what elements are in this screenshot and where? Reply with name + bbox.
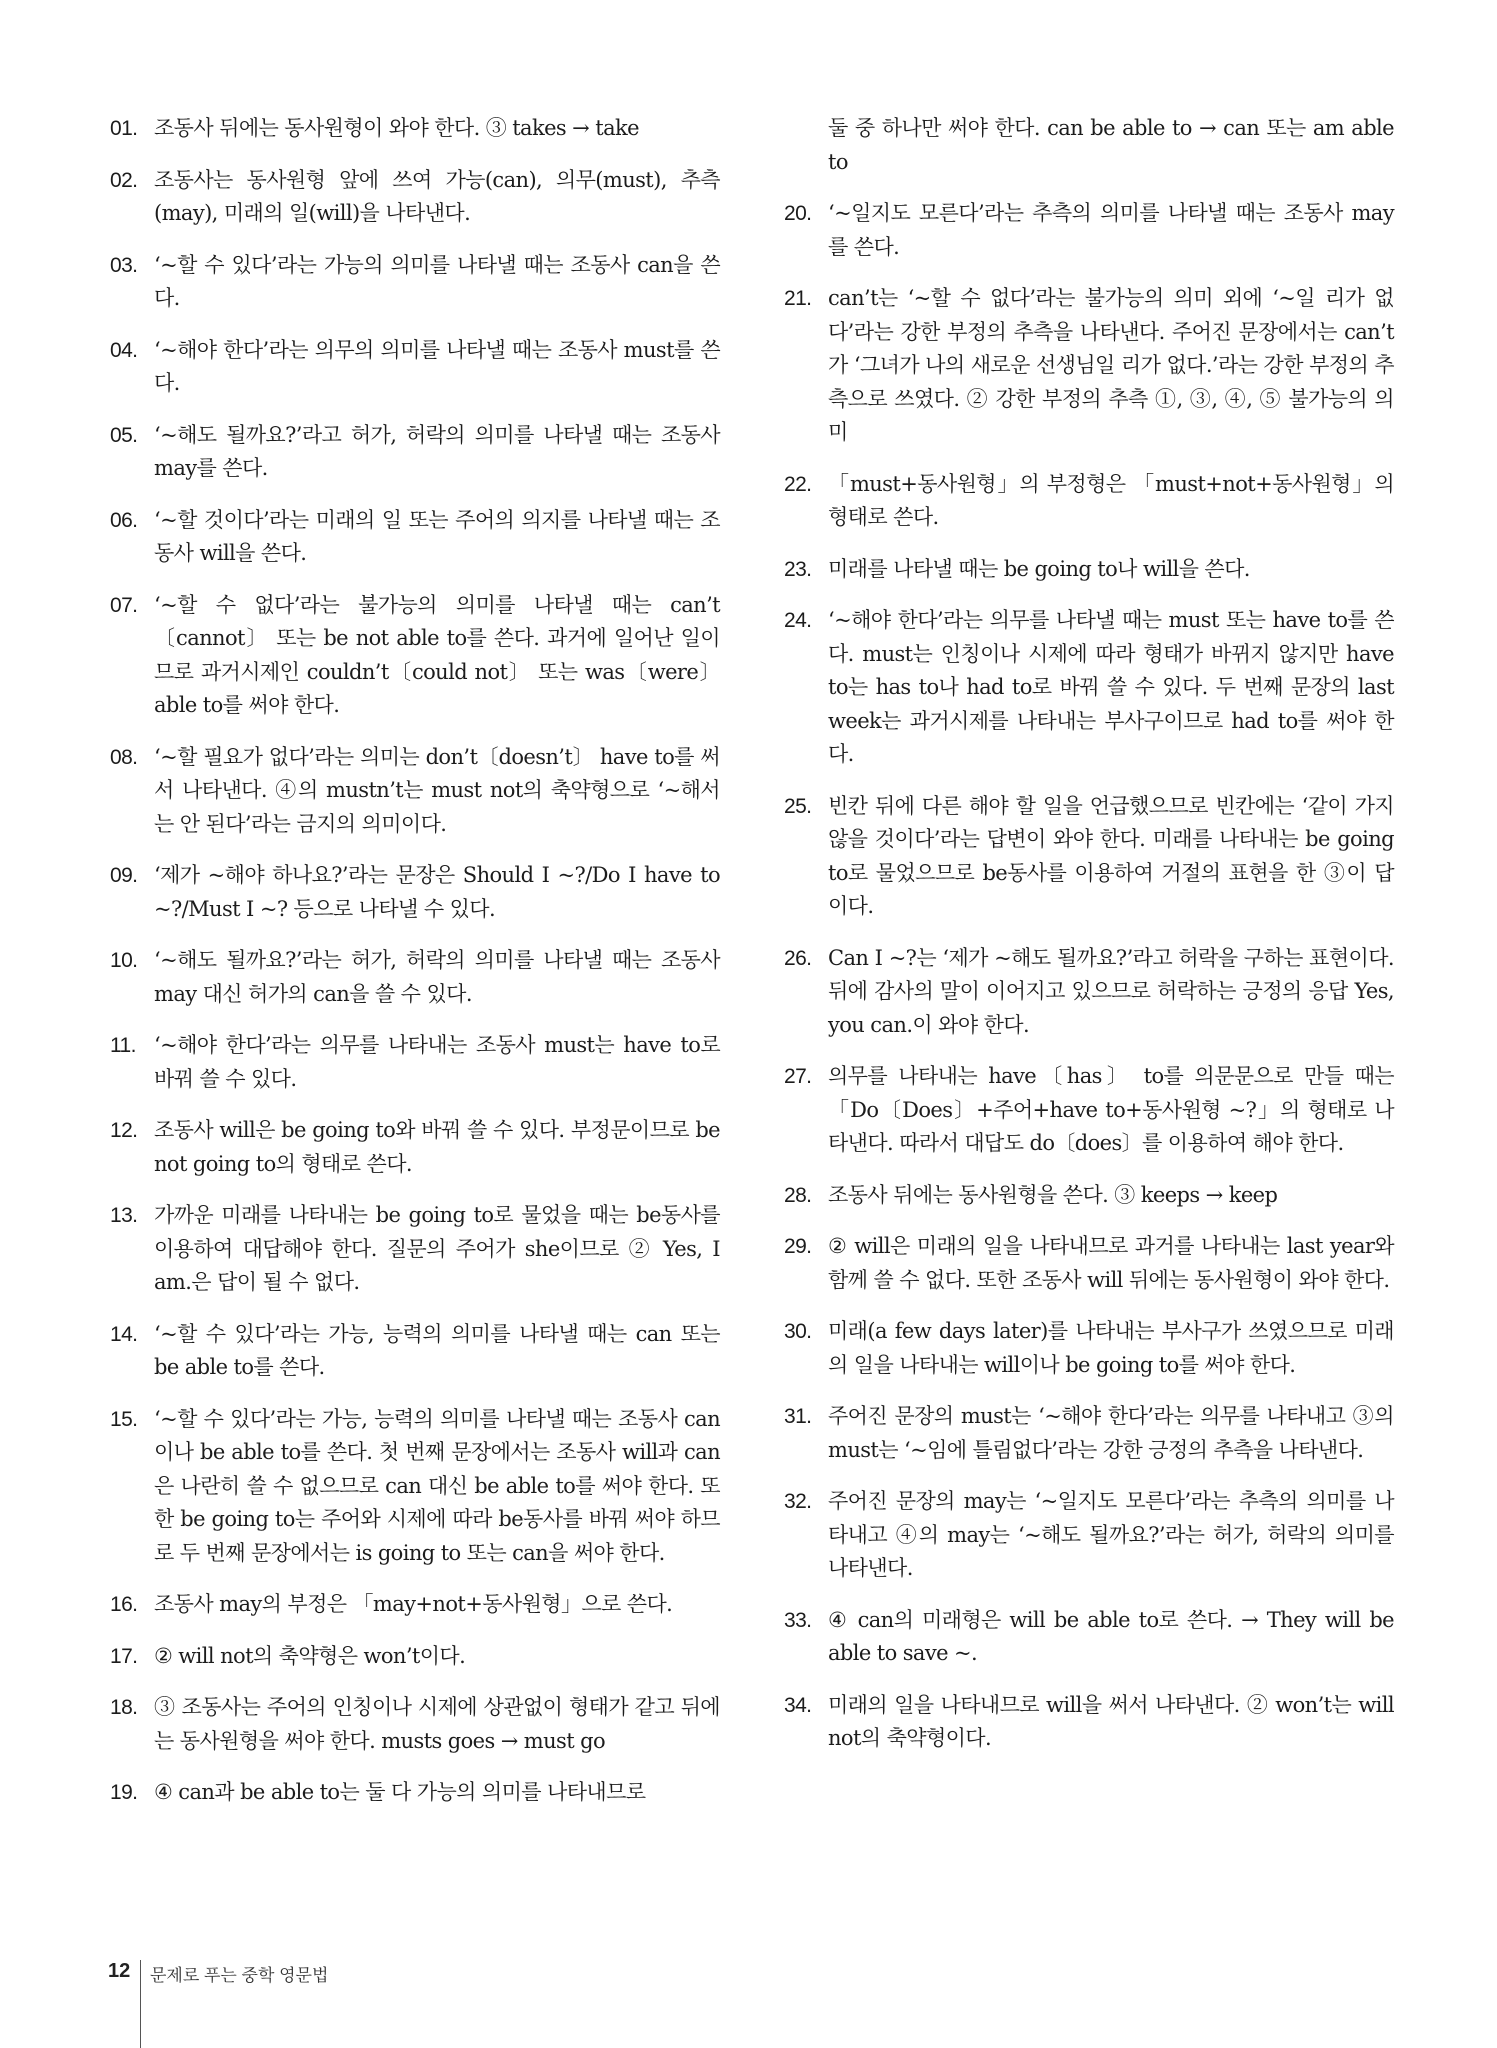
page-number: 12: [108, 1960, 131, 1982]
right-column: [784, 112, 1394, 1774]
item-explanation: can’t는 ‘~할 수 없다’라는 불가능의 의미 외에 ‘~일 리가 없다’라는 강한 부정의 추측을 나타낸다. 주어진 문장에서는 can’t가 ‘그녀가 나의 새로운 선생님일 리가 없다.’라는 강한 부정의 추측으로 쓰였다. ② 강한 부정의 추측 ①, ③, ④, ⑤ 불가능의 의미: [828, 286, 1394, 444]
item-number: 03.: [110, 253, 138, 277]
answer-item: [110, 741, 720, 842]
answer-item: [784, 604, 1394, 772]
answer-item: [110, 504, 720, 571]
item-number: 21.: [784, 287, 812, 310]
item-explanation: 가까운 미래를 나타내는 be going to로 물었을 때는 be동사를 이용하여 대답해야 한다. 질문의 주어가 she이므로 ② Yes, I am.은 답이 될 수 없다.: [154, 1203, 720, 1294]
answer-item: [110, 1588, 720, 1622]
item-number: 29.: [784, 1235, 812, 1258]
item-number: 23.: [784, 557, 812, 581]
item-explanation: ‘~해야 한다’라는 의무의 의미를 나타낼 때는 조동사 must를 쓴다.: [154, 337, 720, 395]
item-explanation: 둘 중 하나만 써야 한다. can be able to → can 또는 am able to: [828, 116, 1394, 174]
item-explanation: ‘~할 것이다’라는 미래의 일 또는 주어의 의지를 나타낼 때는 조동사 will을 쓴다.: [154, 507, 720, 565]
item-number: 18.: [110, 1696, 138, 1719]
item-explanation: 빈칸 뒤에 다른 해야 할 일을 언급했으므로 빈칸에는 ‘같이 가지 않을 것이다’라는 답변이 와야 한다. 미래를 나타내는 be going to로 물었으므로 be동사를 이용하여 거절의 표현을 한 ③이 답이다.: [828, 793, 1394, 918]
item-explanation: 미래의 일을 나타내므로 will을 써서 나타낸다. ② won’t는 will not의 축약형이다.: [828, 1692, 1394, 1750]
answer-item: [110, 164, 720, 231]
answer-item: [110, 1318, 720, 1385]
item-number: 17.: [110, 1644, 138, 1668]
answer-item: [784, 282, 1394, 450]
answer-item: [784, 553, 1394, 587]
answer-item: [110, 1776, 720, 1810]
item-explanation: ‘~할 수 있다’라는 가능의 의미를 나타낼 때는 조동사 can을 쓴다.: [154, 252, 720, 310]
answer-item: [110, 1199, 720, 1300]
item-number: 15.: [110, 1407, 138, 1431]
answer-item: [784, 468, 1394, 535]
item-number: 05.: [110, 423, 138, 447]
answer-item: [784, 112, 1394, 179]
answer-item: [110, 1640, 720, 1674]
item-explanation: ③ 조동사는 주어의 인칭이나 시제에 상관없이 형태가 같고 뒤에는 동사원형을 써야 한다. musts goes → must go: [154, 1695, 720, 1753]
answer-item: [110, 859, 720, 926]
item-explanation: ④ can의 미래형은 will be able to로 쓴다. → They will be able to save ~.: [828, 1607, 1394, 1665]
item-number: 14.: [110, 1322, 138, 1346]
item-explanation: ④ can과 be able to는 둘 다 가능의 의미를 나타내므로: [154, 1780, 646, 1804]
item-number: 02.: [110, 168, 138, 192]
answer-item: [784, 1230, 1394, 1297]
footer-divider: [140, 1960, 141, 2048]
answer-item: [110, 944, 720, 1011]
answer-item: [110, 1403, 720, 1571]
item-explanation: ‘~해야 한다’라는 의무를 나타낼 때는 must 또는 have to를 쓴다. must는 인칭이나 시제에 따라 형태가 바뀌지 않지만 have to는 has to나 had to로 바꿔 쓸 수 있다. 두 번째 문장의 last week는 과거시제를 나타내는 부사구이므로 had to를 써야 한다.: [828, 608, 1394, 766]
item-explanation: ‘제가 ~해야 하나요?’라는 문장은 Should I ~?/Do I have to ~?/Must I ~? 등으로 나타낼 수 있다.: [154, 863, 720, 921]
item-explanation: ‘~할 수 없다’라는 불가능의 의미를 나타낼 때는 can’t〔cannot〕 또는 be not able to를 쓴다. 과거에 일어난 일이므로 과거시제인 couldn’t〔could not〕 또는 was〔were〕 able to를 써야 한다.: [154, 592, 720, 717]
item-number: 24.: [784, 609, 812, 632]
item-number: 26.: [784, 946, 812, 970]
item-number: 13.: [110, 1204, 138, 1227]
item-explanation: 의무를 나타내는 have〔has〕 to를 의문문으로 만들 때는 「Do〔Does〕+주어+have to+동사원형 ~?」의 형태로 나타낸다. 따라서 대답도 do〔does〕를 이용하여 해야 한다.: [828, 1064, 1394, 1155]
item-number: 07.: [110, 593, 138, 617]
item-number: 06.: [110, 508, 138, 532]
left-column: [110, 112, 720, 1828]
item-number: 04.: [110, 338, 138, 362]
answer-item: [110, 419, 720, 486]
answer-item: [784, 1485, 1394, 1586]
item-number: 32.: [784, 1490, 812, 1513]
item-explanation: 주어진 문장의 must는 ‘~해야 한다’라는 의무를 나타내고 ③의 must는 ‘~임에 틀림없다’라는 강한 긍정의 추측을 나타낸다.: [828, 1404, 1394, 1462]
answer-item: [784, 1400, 1394, 1467]
item-number: 28.: [784, 1183, 812, 1207]
answer-item: [784, 942, 1394, 1043]
item-explanation: 미래(a few days later)를 나타내는 부사구가 쓰였으므로 미래의 일을 나타내는 will이나 be going to를 써야 한다.: [828, 1319, 1394, 1377]
answer-item: [784, 1315, 1394, 1382]
item-number: 33.: [784, 1608, 812, 1632]
item-number: 11.: [110, 1034, 136, 1057]
item-number: 22.: [784, 472, 812, 496]
item-number: 25.: [784, 794, 812, 818]
item-explanation: ‘~할 수 있다’라는 가능, 능력의 의미를 나타낼 때는 조동사 can이나 be able to를 쓴다. 첫 번째 문장에서는 조동사 will과 can은 나란히 쓸 수 없으므로 can 대신 be able to를 써야 한다. 또한 be going to는 주어와 시제에 따라 be동사를 바꿔 써야 하므로 두 번째 문장에서는 is going to 또는 can을 써야 한다.: [154, 1406, 720, 1565]
item-explanation: 조동사 뒤에는 동사원형을 쓴다. ③ keeps → keep: [828, 1182, 1278, 1207]
item-number: 31.: [784, 1405, 812, 1428]
item-explanation: 「must+동사원형」의 부정형은 「must+not+동사원형」의 형태로 쓴다.: [828, 471, 1394, 529]
item-number: 30.: [784, 1320, 812, 1343]
item-number: 01.: [110, 117, 138, 140]
item-explanation: 조동사 may의 부정은 「may+not+동사원형」으로 쓴다.: [154, 1592, 673, 1616]
item-number: 19.: [110, 1781, 138, 1804]
answer-item: [784, 790, 1394, 924]
item-explanation: 조동사는 동사원형 앞에 쓰여 가능(can), 의무(must), 추측(may), 미래의 일(will)을 나타낸다.: [154, 167, 720, 225]
item-explanation: ‘~해야 한다’라는 의무를 나타내는 조동사 must는 have to로 바꿔 쓸 수 있다.: [154, 1033, 720, 1091]
answer-item: [784, 1179, 1394, 1213]
item-number: 34.: [784, 1693, 812, 1717]
item-explanation: ② will은 미래의 일을 나타내므로 과거를 나타내는 last year와 함께 쓸 수 없다. 또한 조동사 will 뒤에는 동사원형이 와야 한다.: [828, 1234, 1394, 1292]
item-explanation: 조동사 will은 be going to와 바꿔 쓸 수 있다. 부정문이므로 be not going to의 형태로 쓴다.: [154, 1118, 720, 1176]
answer-item: [110, 589, 720, 723]
answer-item: [110, 249, 720, 316]
item-explanation: 미래를 나타낼 때는 be going to나 will을 쓴다.: [828, 556, 1250, 581]
item-number: 27.: [784, 1065, 812, 1088]
answer-item: [110, 1029, 720, 1096]
item-explanation: ‘~할 수 있다’라는 가능, 능력의 의미를 나타낼 때는 can 또는 be able to를 쓴다.: [154, 1321, 720, 1379]
item-explanation: 주어진 문장의 may는 ‘~일지도 모른다’라는 추측의 의미를 나타내고 ④의 may는 ‘~해도 될까요?’라는 허가, 허락의 의미를 나타낸다.: [828, 1489, 1394, 1580]
item-number: 09.: [110, 864, 138, 887]
item-number: 08.: [110, 745, 138, 769]
item-number: 20.: [784, 202, 812, 225]
answer-item: [784, 1604, 1394, 1671]
item-explanation: ‘~해도 될까요?’라고 허가, 허락의 의미를 나타낼 때는 조동사 may를 쓴다.: [154, 422, 720, 480]
answer-item: [784, 1060, 1394, 1161]
answer-item: [110, 1691, 720, 1758]
item-number: 16.: [110, 1593, 138, 1616]
answer-item: [110, 1114, 720, 1181]
item-explanation: ‘~할 필요가 없다’라는 의미는 don’t〔doesn’t〕 have to를 써서 나타낸다. ④의 mustn’t는 must not의 축약형으로 ‘~해서는 안 된다’라는 금지의 의미이다.: [154, 744, 720, 836]
item-number: 10.: [110, 949, 138, 972]
answer-item: [784, 1689, 1394, 1756]
answer-item: [110, 112, 720, 146]
item-number: 12.: [110, 1119, 138, 1142]
answer-item: [784, 197, 1394, 264]
item-explanation: ‘~일지도 모른다’라는 추측의 의미를 나타낼 때는 조동사 may를 쓴다.: [828, 201, 1394, 259]
item-explanation: Can I ~?는 ‘제가 ~해도 될까요?’라고 허락을 구하는 표현이다. 뒤에 감사의 말이 이어지고 있으므로 허락하는 긍정의 응답 Yes, you can.이 와야 한다.: [828, 945, 1394, 1037]
item-explanation: ‘~해도 될까요?’라는 허가, 허락의 의미를 나타낼 때는 조동사 may 대신 허가의 can을 쓸 수 있다.: [154, 948, 720, 1006]
answer-item: [110, 334, 720, 401]
item-explanation: ② will not의 축약형은 won’t이다.: [154, 1643, 466, 1668]
item-explanation: 조동사 뒤에는 동사원형이 와야 한다. ③ takes → take: [154, 116, 639, 140]
book-title: 문제로 푸는 중학 영문법: [150, 1966, 329, 1985]
